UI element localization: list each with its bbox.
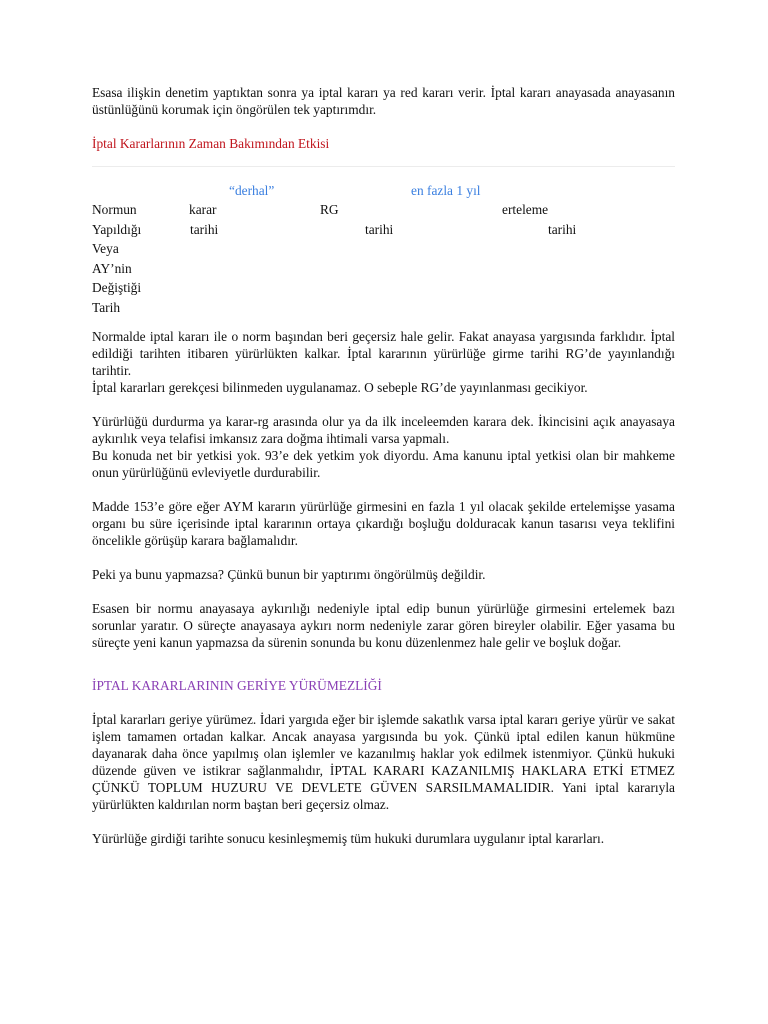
- timeline-erteleme-tarihi: tarihi: [548, 221, 577, 237]
- paragraph-no-clear-authority: Bu konuda net bir yetkisi yok. 93’e dek yetkim yok diyordu. Ama kanunu iptal yetkisi olan bir mahkeme onun yürürlüğünü evleviyetle durdurabilir.: [92, 448, 675, 480]
- paragraph-non-retroactive: İptal kararları geriye yürümez. İdari yargıda eğer bir işlemde sakatlık varsa iptal kararı geriye yürür ve sakat işlem tamamen ortadan kalkar. Ancak anayasa yargısında bu yok. Çünkü iptal edilen kanun hükmüne dayanarak daha önce yapılmış olan işlemler ve kazanılmış haklar yok edilmek istenmiyor. Çünkü hukuki düzende güven ve istikrar sağlanmalıdır, İPTAL KARARI KAZANILMIŞ HAKLARA ETKİ ETMEZ ÇÜNKÜ TOPLUM HUZURU VE DEVLETE GÜVEN SARSILMAMALIDIR. Yani iptal kararıyla yürürlükten kaldırılan norm baştan beri geçersiz olmaz.: [92, 712, 675, 812]
- timeline-erteleme: erteleme: [502, 202, 549, 217]
- heading-non-retroactivity: İPTAL KARARLARININ GERİYE YÜRÜMEZLİĞİ: [92, 678, 382, 693]
- paragraph-justification: İptal kararları gerekçesi bilinmeden uygulanamaz. O sebeple RG’de yayınlanması gecikiyor.: [92, 380, 588, 395]
- paragraph-stay-of-execution: Yürürlüğü durdurma ya karar-rg arasında olur ya da ilk inceleemden karara dek. İkincisini açık anayasaya aykırılık veya telafisi imkansız zara doğma ihtimali varsa yapmalı.: [92, 414, 675, 446]
- document-page: [92, 84, 675, 847]
- paragraph-no-sanction: Peki ya bunu yapmazsa? Çünkü bunun bir yaptırımı öngörülmüş değildir.: [92, 567, 486, 582]
- paragraph-normal-annulment: Normalde iptal kararı ile o norm başından beri geçersiz hale gelir. Fakat anayasa yargısında farklıdır. İptal edildiği tarihten itibaren yürürlükten kalkar. İptal kararının yürürlüğe girme tarihi RG’de yayınlandığı tarihtir.: [92, 329, 675, 378]
- timeline-left-column: [92, 200, 141, 317]
- timeline-diagram: [92, 181, 675, 321]
- timeline-karar-tarihi: tarihi: [190, 221, 219, 237]
- paragraph-pending-cases: Yürürlüğe girdiği tarihte sonucu kesinleşmemiş tüm hukuki durumlara uygulanır iptal kararları.: [92, 831, 605, 846]
- heading-time-effect: İptal Kararlarının Zaman Bakımından Etkisi: [92, 136, 330, 151]
- left-col-line: Yapıldığı: [92, 221, 142, 237]
- timeline-karar: karar: [189, 202, 217, 217]
- left-col-line: Normun: [92, 202, 137, 217]
- timeline-rg-tarihi: tarihi: [365, 221, 394, 237]
- timeline-rg: RG: [320, 202, 339, 217]
- timeline-label-derhal: “derhal”: [229, 183, 275, 198]
- left-col-line: Değiştiği: [92, 280, 142, 295]
- intro-paragraph: Esasa ilişkin denetim yaptıktan sonra ya iptal kararı ya red kararı verir. İptal kararı anayasada anayasanın üstünlüğünü korumak için öngörülen tek yaptırımdır.: [92, 85, 675, 117]
- left-col-line: AY’nin: [92, 260, 132, 276]
- left-col-line: Veya: [92, 241, 119, 256]
- paragraph-article-153: Madde 153’e göre eğer AYM kararın yürürlüğe girmesini en fazla 1 yıl olacak şekilde ertelemişse yasama organı bu süre içerisinde iptal kararının ortaya çıkardığı boşluğu dolduracak kanun tasarısı veya teklifini öncelikle görüşüp karara bağlamalıdır.: [92, 499, 675, 548]
- paragraph-postponement-problems: Esasen bir normu anayasaya aykırılığı nedeniyle iptal edip bunun yürürlüğe girmesini ertelemek bazı sorunlar yaratır. O süreçte anayasaya aykırı norm nedeniyle zarar gören bireyler olabilir. Eğer yasama bu süreçte yeni kanun yapmazsa da sürenin sonunda bu konu düzenlenmez hale gelir ve boşluk doğar.: [92, 601, 675, 650]
- timeline-label-max-one-year: en fazla 1 yıl: [411, 183, 481, 198]
- left-col-line: Tarih: [92, 299, 121, 315]
